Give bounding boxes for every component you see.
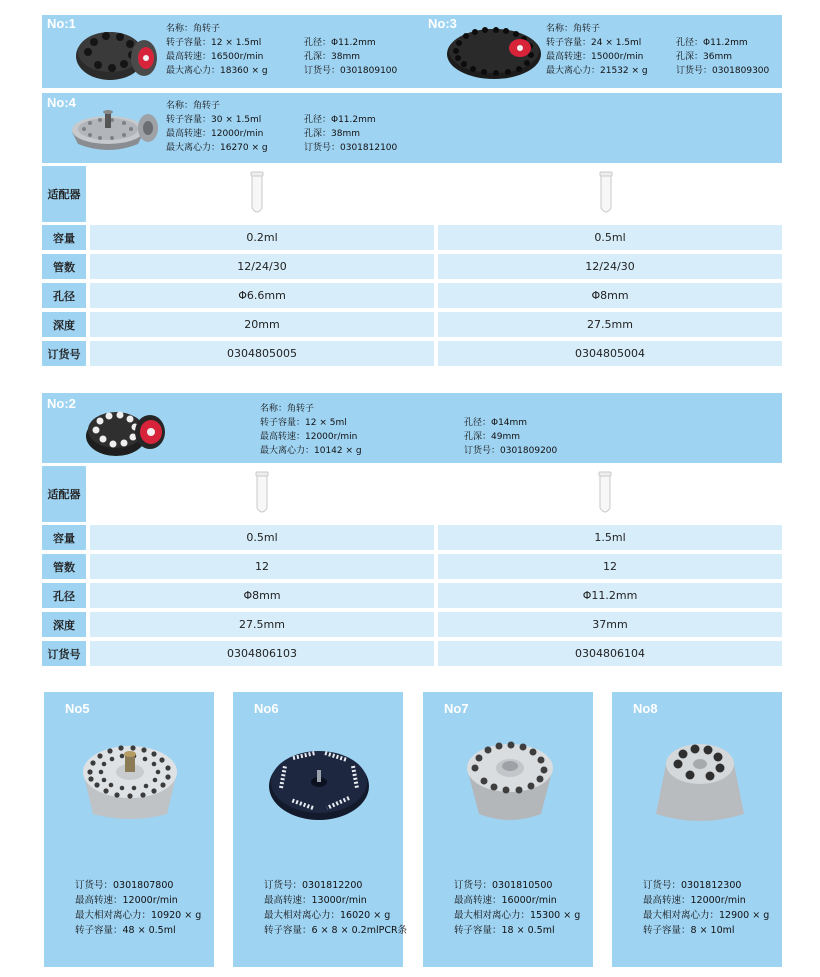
card-capacity: 转子容量：8 × 10ml xyxy=(643,925,735,936)
table2-label-adapter: 适配器 xyxy=(42,466,86,522)
rotor1-specs-right xyxy=(304,36,397,78)
table2-cell: 0304806103 xyxy=(90,641,434,666)
card-order: 订货号：0301810500 xyxy=(454,880,553,891)
rotor2-name: 名称：角转子 xyxy=(260,404,315,414)
rotor3-name: 名称：角转子 xyxy=(546,24,601,34)
rotor2-specs-right xyxy=(464,416,557,458)
rotor2-specs-left xyxy=(260,402,362,458)
rotor2-hole-dia: 孔径：Φ14mm xyxy=(464,418,528,428)
table1-label-adapter: 适配器 xyxy=(42,166,86,222)
table2-adapter-row xyxy=(90,466,780,522)
card-info xyxy=(643,878,769,938)
card-number: No8 xyxy=(633,701,658,716)
rotor3-specs-left xyxy=(546,22,648,78)
rotor7-image xyxy=(461,734,559,824)
rotor4-specs-right xyxy=(304,113,397,155)
table2-cell: 12 xyxy=(438,554,782,579)
rotor2-number: No:2 xyxy=(47,396,76,411)
card-speed: 最高转速：13000r/min xyxy=(264,895,367,906)
table1-label-diameter: 孔径 xyxy=(42,283,86,308)
table1-cell: Φ8mm xyxy=(438,283,782,308)
rotor2-max-force: 最大离心力：10142 × g xyxy=(260,446,362,456)
table2-cell: Φ8mm xyxy=(90,583,434,608)
table1-label-order: 订货号 xyxy=(42,341,86,366)
rotor4-image xyxy=(68,102,160,154)
card-force: 最大相对离心力：10920 × g xyxy=(75,910,202,921)
card-force: 最大相对离心力：16020 × g xyxy=(264,910,391,921)
rotor6-image xyxy=(267,736,371,826)
table2-label-count: 管数 xyxy=(42,554,86,579)
table1-cell: Φ6.6mm xyxy=(90,283,434,308)
tube-0-2ml-image xyxy=(249,170,265,218)
rotor-card-no7 xyxy=(423,692,593,967)
table2-label-depth: 深度 xyxy=(42,612,86,637)
rotor3-hole-depth: 孔深：36mm xyxy=(676,52,732,62)
rotor4-hole-dia: 孔径：Φ11.2mm xyxy=(304,115,376,125)
table2-cell: 12 xyxy=(90,554,434,579)
table2-cell: 0.5ml xyxy=(90,525,434,550)
table1-label-capacity: 容量 xyxy=(42,225,86,250)
table1-cell: 27.5mm xyxy=(438,312,782,337)
table1-cell: 0304805005 xyxy=(90,341,434,366)
rotor3-number: No:3 xyxy=(428,16,457,31)
tube-0-5ml-image xyxy=(254,470,270,518)
rotor3-image xyxy=(444,22,542,80)
card-number: No6 xyxy=(254,701,279,716)
rotor1-max-force: 最大离心力：18360 × g xyxy=(166,66,268,76)
rotor3-order-no: 订货号：0301809300 xyxy=(676,66,770,76)
card-speed: 最高转速：16000r/min xyxy=(454,895,557,906)
tube-0-5ml-image xyxy=(598,170,614,218)
rotor4-hole-depth: 孔深：38mm xyxy=(304,129,360,139)
rotor3-capacity: 转子容量：24 × 1.5ml xyxy=(546,38,642,48)
table2-label-order: 订货号 xyxy=(42,641,86,666)
card-info xyxy=(75,878,201,938)
table2-cell: 37mm xyxy=(438,612,782,637)
rotor3-max-speed: 最高转速：15000r/min xyxy=(546,52,644,62)
rotor1-hole-dia: 孔径：Φ11.2mm xyxy=(304,38,376,48)
table2-cell: 27.5mm xyxy=(90,612,434,637)
rotor2-image xyxy=(84,400,168,458)
table1-cell: 0304805004 xyxy=(438,341,782,366)
rotor2-hole-depth: 孔深：49mm xyxy=(464,432,520,442)
rotor-card-no5 xyxy=(44,692,214,967)
rotor1-specs-left xyxy=(166,22,268,78)
table1-cell: 0.2ml xyxy=(90,225,434,250)
card-capacity: 转子容量：6 × 8 × 0.2mlPCR条 xyxy=(264,925,408,936)
rotor1-hole-depth: 孔深：38mm xyxy=(304,52,360,62)
rotor4-name: 名称：角转子 xyxy=(166,101,221,111)
rotor4-capacity: 转子容量：30 × 1.5ml xyxy=(166,115,262,125)
rotor2-order-no: 订货号：0301809200 xyxy=(464,446,558,456)
rotor1-max-speed: 最高转速：16500r/min xyxy=(166,52,264,62)
table2-cell: 1.5ml xyxy=(438,525,782,550)
rotor3-specs-right xyxy=(676,36,769,78)
card-info xyxy=(454,878,580,938)
rotor2-capacity: 转子容量：12 × 5ml xyxy=(260,418,347,428)
table2-cell: Φ11.2mm xyxy=(438,583,782,608)
rotor-card-no6 xyxy=(233,692,408,967)
card-speed: 最高转速：12000r/min xyxy=(643,895,746,906)
rotor1-image xyxy=(74,22,160,82)
rotor4-specs-left xyxy=(166,99,268,155)
rotor8-image xyxy=(652,734,748,826)
table1-cell: 20mm xyxy=(90,312,434,337)
rotor2-max-speed: 最高转速：12000r/min xyxy=(260,432,358,442)
card-capacity: 转子容量：18 × 0.5ml xyxy=(454,925,555,936)
rotor1-name: 名称：角转子 xyxy=(166,24,221,34)
card-force: 最大相对离心力：12900 × g xyxy=(643,910,770,921)
table1-cell: 0.5ml xyxy=(438,225,782,250)
tube-1-5ml-image xyxy=(597,470,613,518)
table1-cell: 12/24/30 xyxy=(438,254,782,279)
rotor4-number: No:4 xyxy=(47,95,76,110)
table2-label-capacity: 容量 xyxy=(42,525,86,550)
card-order: 订货号：0301812200 xyxy=(264,880,363,891)
table2-cell: 0304806104 xyxy=(438,641,782,666)
rotor-card-no8 xyxy=(612,692,782,967)
rotor4-max-force: 最大离心力：16270 × g xyxy=(166,143,268,153)
card-info xyxy=(264,878,407,938)
rotor5-image xyxy=(77,732,183,824)
rotor1-number: No:1 xyxy=(47,16,76,31)
card-order: 订货号：0301812300 xyxy=(643,880,742,891)
rotor3-max-force: 最大离心力：21532 × g xyxy=(546,66,648,76)
card-force: 最大相对离心力：15300 × g xyxy=(454,910,581,921)
table1-cell: 12/24/30 xyxy=(90,254,434,279)
rotor1-capacity: 转子容量：12 × 1.5ml xyxy=(166,38,262,48)
card-speed: 最高转速：12000r/min xyxy=(75,895,178,906)
card-number: No5 xyxy=(65,701,90,716)
table2-label-diameter: 孔径 xyxy=(42,583,86,608)
rotor1-order-no: 订货号：0301809100 xyxy=(304,66,398,76)
rotor4-order-no: 订货号：0301812100 xyxy=(304,143,398,153)
card-order: 订货号：0301807800 xyxy=(75,880,174,891)
card-number: No7 xyxy=(444,701,469,716)
table1-label-depth: 深度 xyxy=(42,312,86,337)
card-capacity: 转子容量：48 × 0.5ml xyxy=(75,925,176,936)
table1-label-count: 管数 xyxy=(42,254,86,279)
rotor3-hole-dia: 孔径：Φ11.2mm xyxy=(676,38,748,48)
table1-adapter-row xyxy=(90,166,780,222)
rotor4-max-speed: 最高转速：12000r/min xyxy=(166,129,264,139)
